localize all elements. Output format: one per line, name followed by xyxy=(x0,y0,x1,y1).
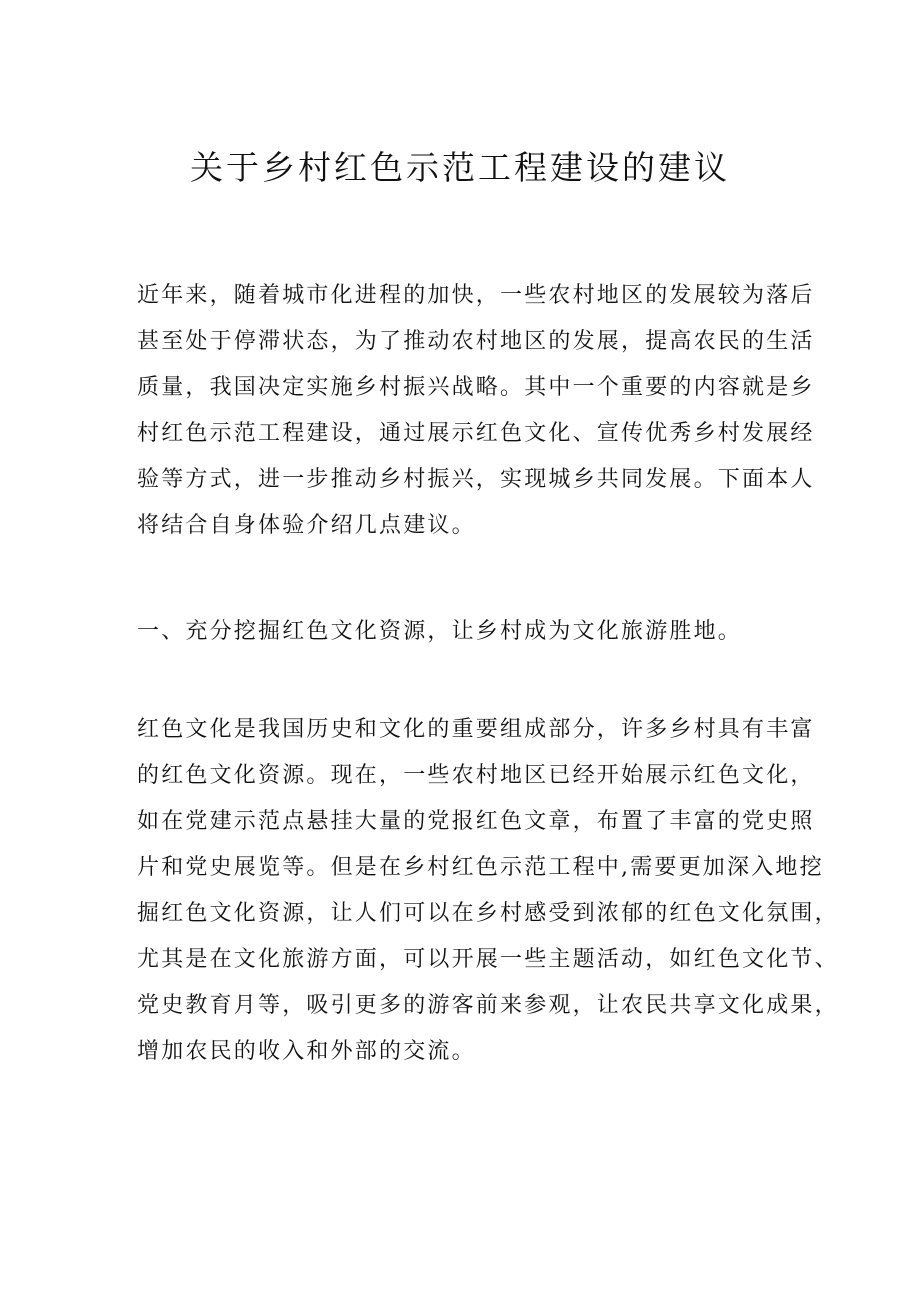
document-title: 关于乡村红色示范工程建设的建议 xyxy=(190,148,730,187)
paragraph-1-line-3: 质量，我国决定实施乡村振兴战略。其中一个重要的内容就是乡 xyxy=(137,375,815,400)
paragraph-2-line-1: 红色文化是我国历史和文化的重要组成部分，许多乡村具有丰富 xyxy=(137,717,815,742)
section-1-heading: 一、充分挖掘红色文化资源，让乡村成为文化旅游胜地。 xyxy=(137,619,743,644)
paragraph-2-line-2: 的红色文化资源。现在，一些农村地区已经开始展示红色文化， xyxy=(137,763,815,788)
paragraph-1-line-5: 验等方式，进一步推动乡村振兴，实现城乡共同发展。下面本人 xyxy=(137,467,815,492)
paragraph-2-line-6: 尤其是在文化旅游方面，可以开展一些主题活动，如红色文化节、 xyxy=(137,947,839,972)
paragraph-1-line-6: 将结合自身体验介绍几点建议。 xyxy=(137,513,476,538)
paragraph-1-line-4: 村红色示范工程建设，通过展示红色文化、宣传优秀乡村发展经 xyxy=(137,421,815,446)
paragraph-2-line-5: 掘红色文化资源，让人们可以在乡村感受到浓郁的红色文化氛围， xyxy=(137,901,839,926)
paragraph-1-line-1: 近年来，随着城市化进程的加快，一些农村地区的发展较为落后 xyxy=(137,283,815,308)
paragraph-1-line-2: 甚至处于停滞状态，为了推动农村地区的发展，提高农民的生活 xyxy=(137,329,815,354)
paragraph-2-line-8: 增加农民的收入和外部的交流。 xyxy=(137,1039,476,1064)
paragraph-2-line-4: 片和党史展览等。但是在乡村红色示范工程中,需要更加深入地挖 xyxy=(137,855,824,880)
paragraph-2-line-7: 党史教育月等，吸引更多的游客前来参观，让农民共享文化成果， xyxy=(137,993,839,1018)
paragraph-2-line-3: 如在党建示范点悬挂大量的党报红色文章，布置了丰富的党史照 xyxy=(137,809,815,834)
